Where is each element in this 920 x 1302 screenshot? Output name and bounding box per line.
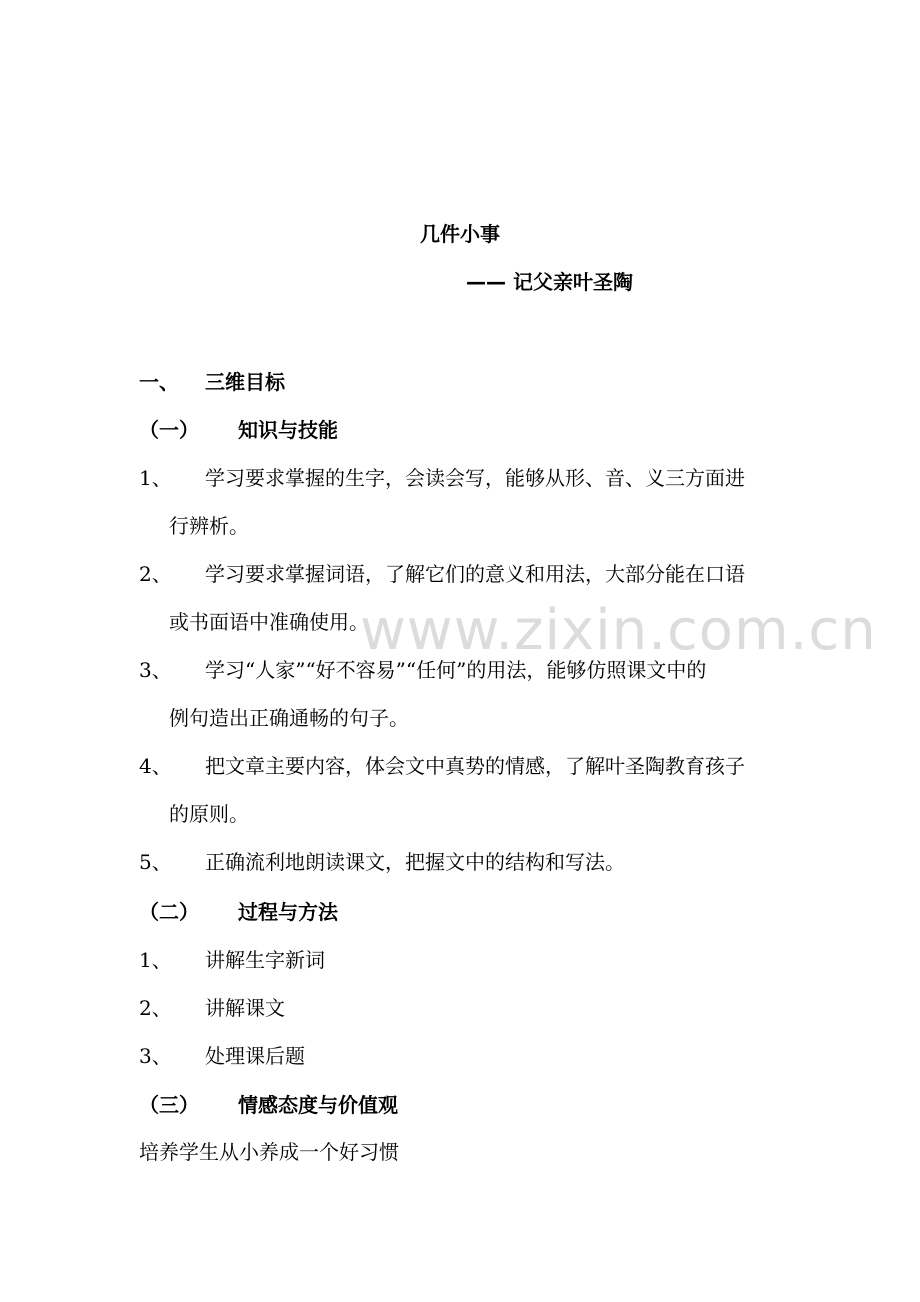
item-number: 2、	[139, 996, 172, 1020]
document-title: 几件小事	[420, 222, 500, 246]
watermark: www.zixin.com.cn	[360, 598, 877, 663]
subsection-label: 情感态度与价值观	[238, 1093, 398, 1117]
item-number: 3、	[139, 1044, 172, 1068]
item-text: 学习要求掌握词语，了解它们的意义和用法，大部分能在口语	[205, 562, 745, 586]
item-number: 1、	[139, 466, 172, 490]
section-number: 一、	[139, 370, 179, 394]
item-number: 1、	[139, 948, 172, 972]
item-text: 正确流利地朗读课文，把握文中的结构和写法。	[205, 850, 625, 874]
item-text: 讲解课文	[205, 996, 285, 1020]
subsection-label: 过程与方法	[238, 900, 338, 924]
subsection-label: 知识与技能	[238, 418, 338, 442]
subsection-number: （二）	[139, 900, 199, 924]
document-subtitle: —— 记父亲叶圣陶	[466, 270, 633, 294]
subsection-number: （三）	[139, 1093, 199, 1117]
item-text: 学习要求掌握的生字，会读会写，能够从形、音、义三方面进	[205, 466, 745, 490]
item-text: 行辨析。	[169, 514, 249, 538]
item-text: 例句造出正确通畅的句子。	[169, 706, 409, 730]
section-label: 三维目标	[205, 370, 285, 394]
item-number: 4、	[139, 754, 172, 778]
item-number: 5、	[139, 850, 172, 874]
item-text: 或书面语中准确使用。	[169, 610, 369, 634]
item-text: 学习“人家”“好不容易”“任何”的用法，能够仿照课文中的	[205, 658, 707, 682]
item-number: 3、	[139, 658, 172, 682]
subsection-number: （一）	[139, 418, 199, 442]
item-number: 2、	[139, 562, 172, 586]
item-text: 讲解生字新词	[205, 948, 325, 972]
item-text: 处理课后题	[205, 1044, 305, 1068]
item-text: 的原则。	[169, 802, 249, 826]
paragraph-text: 培养学生从小养成一个好习惯	[139, 1140, 399, 1164]
item-text: 把文章主要内容，体会文中真势的情感，了解叶圣陶教育孩子	[205, 754, 745, 778]
